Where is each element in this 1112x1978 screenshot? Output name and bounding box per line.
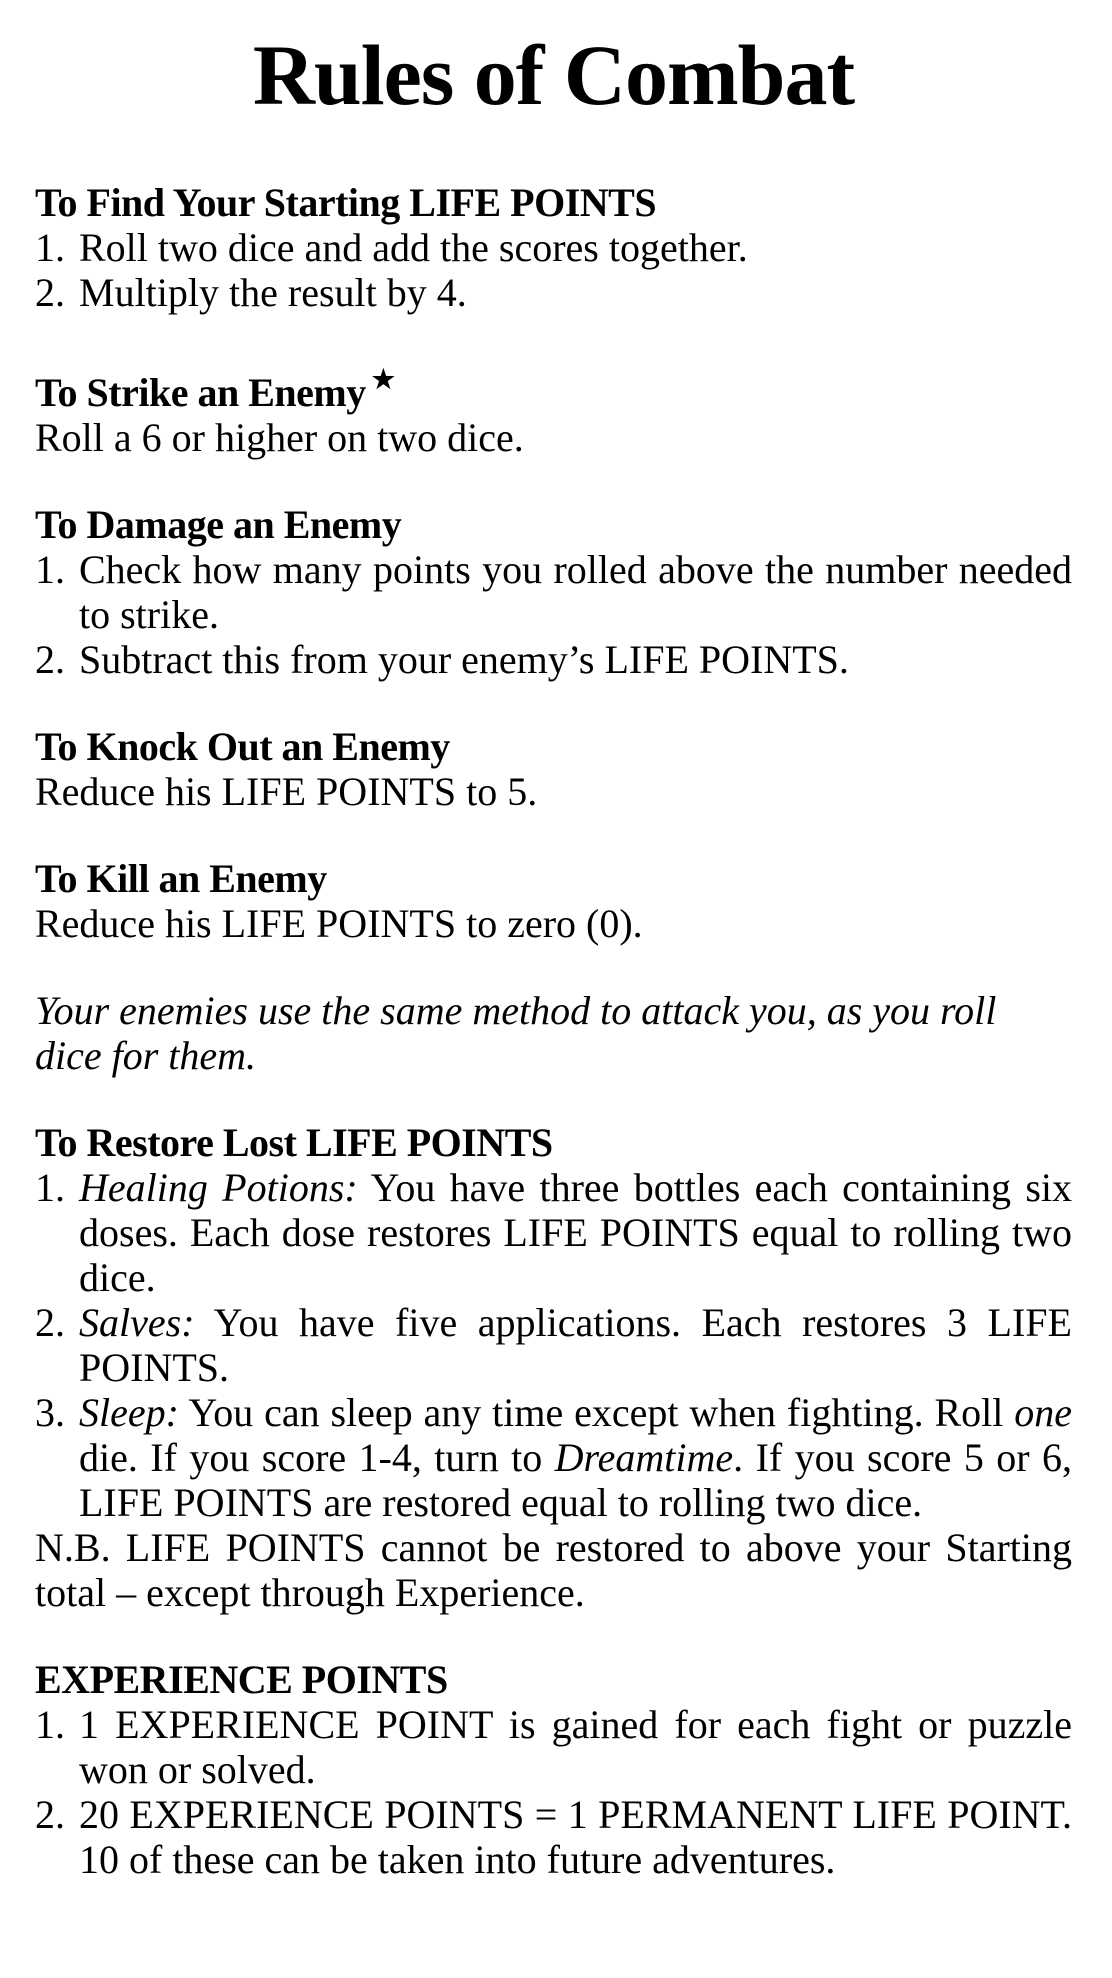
emphasis-word: one: [1014, 1390, 1072, 1435]
item-text: Check how many points you rolled above the number needed to strike.: [79, 547, 1072, 637]
numbered-list: [35, 547, 1072, 682]
item-text: Subtract this from your enemy’s LIFE POINTS.: [79, 637, 849, 682]
item-text: Multiply the result by 4.: [79, 270, 467, 315]
section-text: Reduce his LIFE POINTS to 5.: [35, 769, 538, 814]
item-number: 2.: [35, 1300, 65, 1345]
section-damage-enemy: [35, 502, 1072, 682]
list-item: [35, 1792, 1072, 1882]
italic-note: Your enemies use the same method to attack you, as you roll dice for them.: [35, 988, 997, 1078]
item-text: [79, 1165, 1072, 1300]
list-item: [35, 1165, 1072, 1300]
section-heading: To Knock Out an Enemy: [35, 724, 450, 769]
section-starting-life-points: [35, 180, 1072, 315]
star-icon: ★: [371, 365, 395, 394]
item-number: 1.: [35, 225, 65, 270]
section-strike-enemy: [35, 357, 1072, 460]
item-number: 2.: [35, 1792, 65, 1837]
item-number: 3.: [35, 1390, 65, 1435]
list-item: [35, 1390, 1072, 1525]
item-body: . If you score 5 or 6, LIFE POINTS are restored equal to rolling two dice.: [79, 1435, 1072, 1525]
section-enemy-note: [35, 988, 1072, 1078]
item-text: Roll two dice and add the scores together.: [79, 225, 748, 270]
section-kill-enemy: [35, 856, 1072, 946]
item-number: 2.: [35, 270, 65, 315]
list-item: [35, 637, 1072, 682]
nb-note: N.B. LIFE POINTS cannot be restored to above your Starting total – except through Experience.: [35, 1525, 1072, 1615]
item-body: You have five applications. Each restores 3 LIFE POINTS.: [79, 1300, 1072, 1390]
list-item: [35, 225, 1072, 270]
item-text: 1 EXPERIENCE POINT is gained for each fight or puzzle won or solved.: [79, 1702, 1072, 1792]
item-number: 2.: [35, 637, 65, 682]
section-text: Reduce his LIFE POINTS to zero (0).: [35, 901, 643, 946]
numbered-list: [35, 1165, 1072, 1525]
item-number: 1.: [35, 1165, 65, 1210]
list-item: [35, 270, 1072, 315]
list-item: [35, 1300, 1072, 1390]
list-item: [35, 1702, 1072, 1792]
section-heading: To Kill an Enemy: [35, 856, 327, 901]
item-body: You can sleep any time except when fighting. Roll: [178, 1390, 1015, 1435]
item-text: [79, 1300, 1072, 1390]
section-text: Roll a 6 or higher on two dice.: [35, 415, 524, 460]
item-number: 1.: [35, 547, 65, 592]
section-heading-text: To Strike an Enemy: [35, 370, 366, 415]
section-heading: [35, 357, 1072, 415]
section-heading: To Restore Lost LIFE POINTS: [35, 1120, 553, 1165]
item-body: You have three bottles each containing six doses. Each dose restores LIFE POINTS equal to rolling two dice.: [79, 1165, 1072, 1300]
item-label: Healing Potions:: [79, 1165, 358, 1210]
item-label: Sleep:: [79, 1390, 179, 1435]
item-text: [79, 1390, 1072, 1525]
item-body: die. If you score 1-4, turn to: [79, 1435, 555, 1480]
section-restore-life-points: [35, 1120, 1072, 1615]
section-heading: To Damage an Enemy: [35, 502, 402, 547]
section-heading: EXPERIENCE POINTS: [35, 1657, 448, 1702]
item-text: 20 EXPERIENCE POINTS = 1 PERMANENT LIFE POINT. 10 of these can be taken into future adventures.: [79, 1792, 1072, 1882]
numbered-list: [35, 225, 1072, 315]
section-heading: To Find Your Starting LIFE POINTS: [35, 180, 657, 225]
section-experience-points: [35, 1657, 1072, 1882]
item-number: 1.: [35, 1702, 65, 1747]
section-knock-out-enemy: [35, 724, 1072, 814]
list-item: [35, 547, 1072, 637]
dreamtime-reference: Dreamtime: [554, 1435, 734, 1480]
numbered-list: [35, 1702, 1072, 1882]
page-title: Rules of Combat: [252, 27, 855, 123]
item-label: Salves:: [79, 1300, 195, 1345]
